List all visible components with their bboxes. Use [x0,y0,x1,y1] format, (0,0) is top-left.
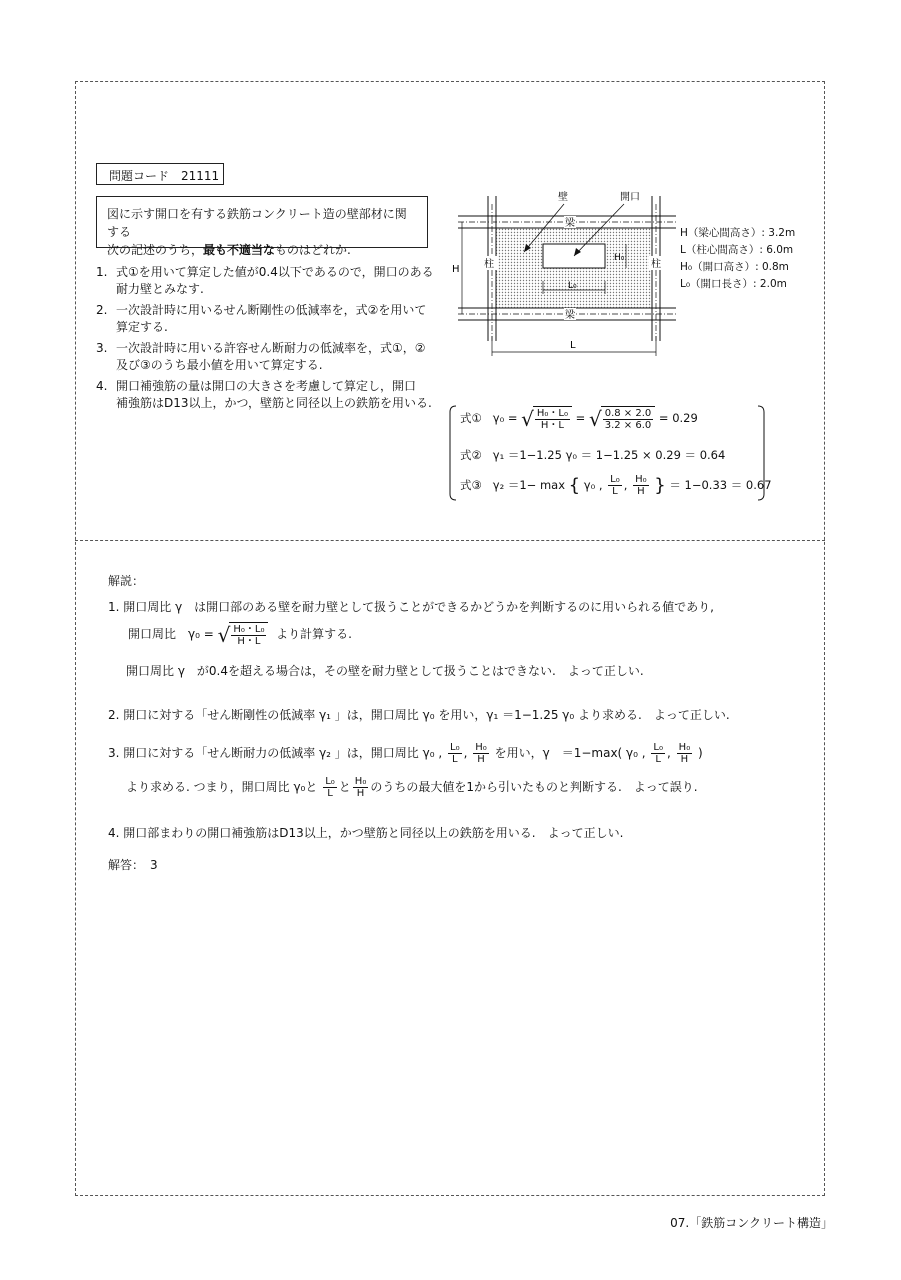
choice-2: 2. 一次設計時に用いるせん断剛性の低減率を，式②を用いて 算定する. [96,303,427,334]
expl-heading: 解説： [108,574,145,588]
problem-code: 問題コード 21111 [96,163,224,185]
expl-p3b: より求める. つまり，開口周比 γ₀と $\frac{\text{L₀}}{L}$ と $\frac{\text{H₀}}{H}$ のうちの最大値を1から引いたものと判断する. よって誤り. [126,776,698,799]
dim-L: L [570,340,576,351]
expl-p1b: 開口周比 γ₀ = √ $\frac{\text{H₀・L₀}}{H・L}$ より計算する. [128,622,352,647]
label-beam-bottom: 梁 [565,310,575,321]
section-divider [75,540,825,541]
wall-opening-diagram [444,186,676,356]
formula-1: 式① γ₀ = √ $\frac{\text{H₀・L₀}}{H・L}$ = √ $\frac{0.8 \times 2.0}{3.2 \times 6.0}$ = 0.29 [460,406,698,431]
expl-p4: 4. 開口部まわりの開口補強筋はD13以上，かつ壁筋と同径以上の鉄筋を用いる. よって正しい. [108,826,624,840]
dim-L0: L₀ [568,281,577,291]
label-wall: 壁 [558,192,568,203]
label-opening: 開口 [620,192,640,203]
answer: 解答： 3 [108,858,158,872]
question-box [96,196,428,257]
dim-H0: H₀ [614,253,625,263]
question-emphasis: 最も不適当な [203,243,276,257]
label-beam-top: 梁 [565,218,575,229]
expl-p1: 1. 開口周比 γ は開口部のある壁を耐力壁として扱うことができるかどうかを判断するのに用いられる値であり, [108,600,714,614]
expl-p1c: 開口周比 γ が0.4を超える場合は，その壁を耐力壁として扱うことはできない. よって正しい. [126,664,644,678]
dimension-legend: H（梁心間高さ）: 3.2m L（柱心間高さ）: 6.0m H₀（開口高さ）: 0.8m L₀（開口長さ）: 2.0m [680,227,796,290]
choice-1: 1. 式①を用いて算定した値が0.4以下であるので，開口のある 耐力壁とみなす. [96,265,434,296]
question-line1: 図に示す開口を有する鉄筋コンクリート造の壁部材に関する [107,207,407,239]
dim-H: H [452,264,460,275]
expl-p3: 3. 開口に対する「せん断耐力の低減率 γ₂ 」は，開口周比 γ₀ , $\frac{\text{L₀}}{L}$ , $\frac{\text{H₀}}{H}$ を用い，γ ＝1−max( γ₀ , $\frac{\text{L₀}}{L}$ , $\frac{\text{H₀}}{H}$ ) [108,742,703,765]
question-line2: 次の記述のうち，最も不適当なものはどれか. [107,243,351,257]
expl-p2: 2. 開口に対する「せん断剛性の低減率 γ₁ 」は，開口周比 γ₀ を用い，γ₁ ＝1−1.25 γ₀ より求める. よって正しい. [108,708,730,722]
formula-3: 式③ γ₂ ＝1− max { γ₀ , $\frac{\text{L₀}}{L}$ , $\frac{\text{H₀}}{H}$ } ＝ 1−0.33 ＝ 0.67 [460,474,772,497]
choice-4: 4. 開口補強筋の量は開口の大きさを考慮して算定し，開口 補強筋はD13以上，かつ，壁筋と同径以上の鉄筋を用いる. [96,379,432,410]
choice-list [96,264,436,416]
label-col-right: 柱 [651,259,661,270]
formula-box [448,404,772,502]
choice-3: 3. 一次設計時に用いる許容せん断耐力の低減率を，式①，② 及び③のうち最小値を用いて算定する. [96,341,426,372]
chapter-footer: 07.「鉄筋コンクリート構造」 [670,1216,833,1230]
label-col-left: 柱 [484,259,494,270]
formula-2: 式② γ₁ ＝1−1.25 γ₀ ＝ 1−1.25 × 0.29 ＝ 0.64 [460,448,726,462]
